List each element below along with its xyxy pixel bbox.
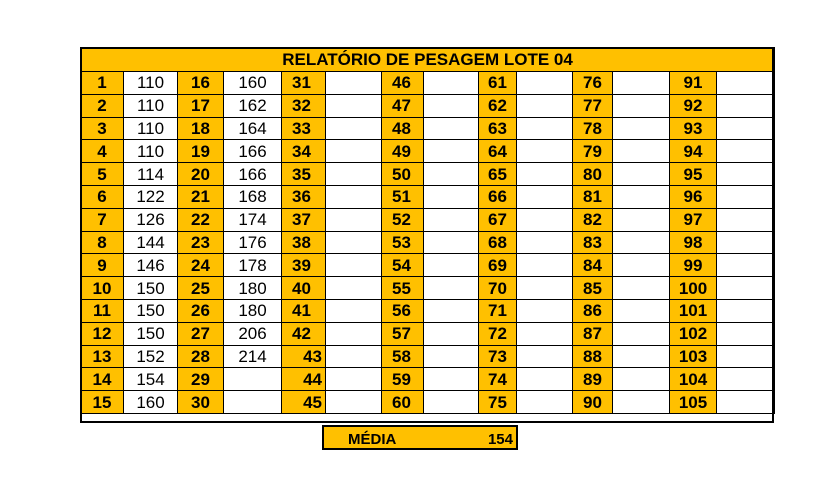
animal-number-cell: 74 bbox=[479, 368, 517, 391]
weight-value-cell bbox=[424, 140, 479, 163]
animal-number-cell: 33 bbox=[282, 117, 326, 140]
animal-number-cell: 28 bbox=[178, 345, 224, 368]
weight-value-cell bbox=[326, 277, 382, 300]
animal-number-cell: 22 bbox=[178, 208, 224, 231]
table-row bbox=[81, 117, 775, 140]
weight-value-cell bbox=[224, 391, 282, 414]
table-row bbox=[81, 94, 775, 117]
weight-value-cell bbox=[717, 208, 775, 231]
weight-value-cell: 160 bbox=[224, 72, 282, 95]
weight-value-cell bbox=[424, 322, 479, 345]
weight-value-cell bbox=[326, 208, 382, 231]
weight-value-cell: 146 bbox=[124, 254, 178, 277]
weight-value-cell: 114 bbox=[124, 163, 178, 186]
animal-number-cell: 14 bbox=[81, 368, 124, 391]
animal-number-cell: 75 bbox=[479, 391, 517, 414]
table-row bbox=[81, 208, 775, 231]
animal-number-cell: 98 bbox=[670, 231, 717, 254]
weight-value-cell bbox=[517, 163, 573, 186]
animal-number-cell: 41 bbox=[282, 299, 326, 322]
animal-number-cell: 86 bbox=[573, 299, 613, 322]
animal-number-cell: 9 bbox=[81, 254, 124, 277]
weight-value-cell: 126 bbox=[124, 208, 178, 231]
weight-value-cell: 168 bbox=[224, 185, 282, 208]
weight-value-cell bbox=[717, 185, 775, 208]
animal-number-cell: 68 bbox=[479, 231, 517, 254]
animal-number-cell: 12 bbox=[81, 322, 124, 345]
animal-number-cell: 94 bbox=[670, 140, 717, 163]
weight-value-cell: 180 bbox=[224, 277, 282, 300]
animal-number-cell: 58 bbox=[382, 345, 424, 368]
weight-value-cell: 144 bbox=[124, 231, 178, 254]
weight-value-cell bbox=[424, 94, 479, 117]
weight-value-cell bbox=[613, 140, 670, 163]
animal-number-cell: 45 bbox=[282, 391, 326, 414]
weight-value-cell bbox=[517, 322, 573, 345]
weight-value-cell bbox=[717, 345, 775, 368]
animal-number-cell: 13 bbox=[81, 345, 124, 368]
animal-number-cell: 95 bbox=[670, 163, 717, 186]
animal-number-cell: 44 bbox=[282, 368, 326, 391]
animal-number-cell: 103 bbox=[670, 345, 717, 368]
weight-value-cell: 178 bbox=[224, 254, 282, 277]
weight-value-cell bbox=[613, 208, 670, 231]
animal-number-cell: 29 bbox=[178, 368, 224, 391]
animal-number-cell: 55 bbox=[382, 277, 424, 300]
table-row bbox=[81, 391, 775, 414]
animal-number-cell: 26 bbox=[178, 299, 224, 322]
animal-number-cell: 40 bbox=[282, 277, 326, 300]
animal-number-cell: 47 bbox=[382, 94, 424, 117]
weight-value-cell bbox=[517, 368, 573, 391]
animal-number-cell: 5 bbox=[81, 163, 124, 186]
weight-value-cell bbox=[517, 345, 573, 368]
animal-number-cell: 101 bbox=[670, 299, 717, 322]
weight-value-cell bbox=[613, 72, 670, 95]
animal-number-cell: 63 bbox=[479, 117, 517, 140]
animal-number-cell: 53 bbox=[382, 231, 424, 254]
weight-value-cell bbox=[717, 140, 775, 163]
table-row bbox=[81, 72, 775, 95]
animal-number-cell: 49 bbox=[382, 140, 424, 163]
animal-number-cell: 15 bbox=[81, 391, 124, 414]
animal-number-cell: 89 bbox=[573, 368, 613, 391]
animal-number-cell: 57 bbox=[382, 322, 424, 345]
animal-number-cell: 31 bbox=[282, 72, 326, 95]
animal-number-cell: 34 bbox=[282, 140, 326, 163]
weight-value-cell bbox=[517, 185, 573, 208]
weight-value-cell bbox=[424, 185, 479, 208]
animal-number-cell: 7 bbox=[81, 208, 124, 231]
weight-value-cell bbox=[717, 322, 775, 345]
table-row bbox=[81, 277, 775, 300]
weight-value-cell bbox=[424, 277, 479, 300]
weight-value-cell bbox=[717, 94, 775, 117]
animal-number-cell: 46 bbox=[382, 72, 424, 95]
animal-number-cell: 30 bbox=[178, 391, 224, 414]
weight-value-cell bbox=[517, 299, 573, 322]
weight-value-cell: 150 bbox=[124, 277, 178, 300]
weight-value-cell bbox=[326, 163, 382, 186]
weight-value-cell bbox=[424, 368, 479, 391]
weight-value-cell: 166 bbox=[224, 140, 282, 163]
weight-value-cell: 110 bbox=[124, 94, 178, 117]
weight-value-cell bbox=[326, 254, 382, 277]
animal-number-cell: 78 bbox=[573, 117, 613, 140]
animal-number-cell: 79 bbox=[573, 140, 613, 163]
animal-number-cell: 91 bbox=[670, 72, 717, 95]
weight-value-cell bbox=[517, 391, 573, 414]
animal-number-cell: 25 bbox=[178, 277, 224, 300]
weight-value-cell bbox=[613, 185, 670, 208]
table-row bbox=[81, 231, 775, 254]
weight-value-cell: 166 bbox=[224, 163, 282, 186]
weight-value-cell: 214 bbox=[224, 345, 282, 368]
animal-number-cell: 19 bbox=[178, 140, 224, 163]
animal-number-cell: 35 bbox=[282, 163, 326, 186]
weight-value-cell bbox=[613, 254, 670, 277]
animal-number-cell: 39 bbox=[282, 254, 326, 277]
weight-value-cell bbox=[613, 117, 670, 140]
weight-value-cell bbox=[517, 117, 573, 140]
table-row bbox=[81, 368, 775, 391]
animal-number-cell: 93 bbox=[670, 117, 717, 140]
weight-value-cell bbox=[717, 163, 775, 186]
animal-number-cell: 70 bbox=[479, 277, 517, 300]
animal-number-cell: 104 bbox=[670, 368, 717, 391]
weight-value-cell bbox=[326, 72, 382, 95]
animal-number-cell: 6 bbox=[81, 185, 124, 208]
animal-number-cell: 99 bbox=[670, 254, 717, 277]
weight-value-cell bbox=[613, 345, 670, 368]
animal-number-cell: 66 bbox=[479, 185, 517, 208]
weight-value-cell bbox=[717, 277, 775, 300]
weighing-table bbox=[80, 47, 775, 414]
weight-value-cell bbox=[517, 140, 573, 163]
weight-value-cell bbox=[326, 345, 382, 368]
table-row bbox=[81, 254, 775, 277]
weight-value-cell bbox=[613, 299, 670, 322]
animal-number-cell: 60 bbox=[382, 391, 424, 414]
weight-value-cell bbox=[613, 322, 670, 345]
average-box bbox=[322, 425, 518, 450]
animal-number-cell: 42 bbox=[282, 322, 326, 345]
weight-value-cell bbox=[326, 185, 382, 208]
animal-number-cell: 48 bbox=[382, 117, 424, 140]
average-value: 154 bbox=[487, 431, 513, 448]
weight-value-cell: 110 bbox=[124, 140, 178, 163]
weight-value-cell bbox=[326, 94, 382, 117]
animal-number-cell: 52 bbox=[382, 208, 424, 231]
animal-number-cell: 27 bbox=[178, 322, 224, 345]
animal-number-cell: 38 bbox=[282, 231, 326, 254]
animal-number-cell: 67 bbox=[479, 208, 517, 231]
animal-number-cell: 54 bbox=[382, 254, 424, 277]
animal-number-cell: 96 bbox=[670, 185, 717, 208]
animal-number-cell: 50 bbox=[382, 163, 424, 186]
animal-number-cell: 36 bbox=[282, 185, 326, 208]
animal-number-cell: 88 bbox=[573, 345, 613, 368]
table-row bbox=[81, 185, 775, 208]
weight-value-cell bbox=[517, 231, 573, 254]
animal-number-cell: 16 bbox=[178, 72, 224, 95]
weight-value-cell bbox=[613, 94, 670, 117]
table-row bbox=[81, 140, 775, 163]
animal-number-cell: 69 bbox=[479, 254, 517, 277]
animal-number-cell: 62 bbox=[479, 94, 517, 117]
weight-value-cell bbox=[326, 322, 382, 345]
weight-value-cell bbox=[424, 163, 479, 186]
weight-value-cell bbox=[717, 72, 775, 95]
weight-value-cell bbox=[326, 231, 382, 254]
weight-value-cell: 162 bbox=[224, 94, 282, 117]
animal-number-cell: 65 bbox=[479, 163, 517, 186]
animal-number-cell: 84 bbox=[573, 254, 613, 277]
animal-number-cell: 32 bbox=[282, 94, 326, 117]
animal-number-cell: 102 bbox=[670, 322, 717, 345]
animal-number-cell: 20 bbox=[178, 163, 224, 186]
animal-number-cell: 61 bbox=[479, 72, 517, 95]
weighing-report-sheet bbox=[80, 47, 775, 414]
animal-number-cell: 82 bbox=[573, 208, 613, 231]
weight-value-cell: 164 bbox=[224, 117, 282, 140]
weight-value-cell: 154 bbox=[124, 368, 178, 391]
animal-number-cell: 24 bbox=[178, 254, 224, 277]
weight-value-cell: 152 bbox=[124, 345, 178, 368]
average-label: MÉDIA bbox=[348, 431, 397, 448]
weight-value-cell: 110 bbox=[124, 117, 178, 140]
animal-number-cell: 77 bbox=[573, 94, 613, 117]
weight-value-cell bbox=[613, 277, 670, 300]
animal-number-cell: 59 bbox=[382, 368, 424, 391]
animal-number-cell: 11 bbox=[81, 299, 124, 322]
weight-value-cell bbox=[326, 117, 382, 140]
weight-value-cell bbox=[424, 391, 479, 414]
animal-number-cell: 80 bbox=[573, 163, 613, 186]
weight-value-cell bbox=[424, 345, 479, 368]
weight-value-cell bbox=[424, 72, 479, 95]
weight-value-cell bbox=[517, 72, 573, 95]
animal-number-cell: 1 bbox=[81, 72, 124, 95]
weight-value-cell bbox=[424, 231, 479, 254]
table-row bbox=[81, 345, 775, 368]
weight-value-cell bbox=[613, 163, 670, 186]
report-title: RELATÓRIO DE PESAGEM LOTE 04 bbox=[81, 48, 775, 72]
animal-number-cell: 10 bbox=[81, 277, 124, 300]
animal-number-cell: 64 bbox=[479, 140, 517, 163]
animal-number-cell: 56 bbox=[382, 299, 424, 322]
weight-value-cell: 110 bbox=[124, 72, 178, 95]
weight-value-cell bbox=[424, 117, 479, 140]
weight-value-cell bbox=[424, 254, 479, 277]
animal-number-cell: 71 bbox=[479, 299, 517, 322]
weight-value-cell bbox=[717, 299, 775, 322]
animal-number-cell: 90 bbox=[573, 391, 613, 414]
weight-value-cell bbox=[517, 254, 573, 277]
weight-value-cell bbox=[717, 117, 775, 140]
table-row bbox=[81, 322, 775, 345]
weight-value-cell: 150 bbox=[124, 322, 178, 345]
weight-value-cell bbox=[613, 231, 670, 254]
weight-value-cell: 206 bbox=[224, 322, 282, 345]
weight-value-cell bbox=[517, 94, 573, 117]
animal-number-cell: 87 bbox=[573, 322, 613, 345]
animal-number-cell: 3 bbox=[81, 117, 124, 140]
animal-number-cell: 18 bbox=[178, 117, 224, 140]
weight-value-cell bbox=[717, 254, 775, 277]
animal-number-cell: 21 bbox=[178, 185, 224, 208]
animal-number-cell: 100 bbox=[670, 277, 717, 300]
animal-number-cell: 43 bbox=[282, 345, 326, 368]
weight-value-cell bbox=[326, 299, 382, 322]
weight-value-cell bbox=[326, 368, 382, 391]
weight-value-cell bbox=[717, 391, 775, 414]
weight-value-cell bbox=[613, 391, 670, 414]
animal-number-cell: 8 bbox=[81, 231, 124, 254]
weight-value-cell bbox=[613, 368, 670, 391]
animal-number-cell: 81 bbox=[573, 185, 613, 208]
animal-number-cell: 97 bbox=[670, 208, 717, 231]
animal-number-cell: 105 bbox=[670, 391, 717, 414]
weight-value-cell: 174 bbox=[224, 208, 282, 231]
animal-number-cell: 23 bbox=[178, 231, 224, 254]
weight-value-cell: 160 bbox=[124, 391, 178, 414]
weight-value-cell: 122 bbox=[124, 185, 178, 208]
weight-value-cell bbox=[717, 231, 775, 254]
weight-value-cell bbox=[717, 368, 775, 391]
animal-number-cell: 83 bbox=[573, 231, 613, 254]
animal-number-cell: 4 bbox=[81, 140, 124, 163]
weight-value-cell bbox=[517, 277, 573, 300]
animal-number-cell: 37 bbox=[282, 208, 326, 231]
table-row bbox=[81, 299, 775, 322]
animal-number-cell: 76 bbox=[573, 72, 613, 95]
weight-value-cell: 180 bbox=[224, 299, 282, 322]
weight-value-cell bbox=[424, 299, 479, 322]
weight-value-cell: 176 bbox=[224, 231, 282, 254]
weight-value-cell bbox=[424, 208, 479, 231]
weight-value-cell bbox=[326, 140, 382, 163]
animal-number-cell: 2 bbox=[81, 94, 124, 117]
animal-number-cell: 72 bbox=[479, 322, 517, 345]
animal-number-cell: 73 bbox=[479, 345, 517, 368]
weight-value-cell: 150 bbox=[124, 299, 178, 322]
animal-number-cell: 85 bbox=[573, 277, 613, 300]
table-row bbox=[81, 163, 775, 186]
weight-value-cell bbox=[326, 391, 382, 414]
animal-number-cell: 17 bbox=[178, 94, 224, 117]
animal-number-cell: 92 bbox=[670, 94, 717, 117]
weight-value-cell bbox=[517, 208, 573, 231]
weight-value-cell bbox=[224, 368, 282, 391]
animal-number-cell: 51 bbox=[382, 185, 424, 208]
